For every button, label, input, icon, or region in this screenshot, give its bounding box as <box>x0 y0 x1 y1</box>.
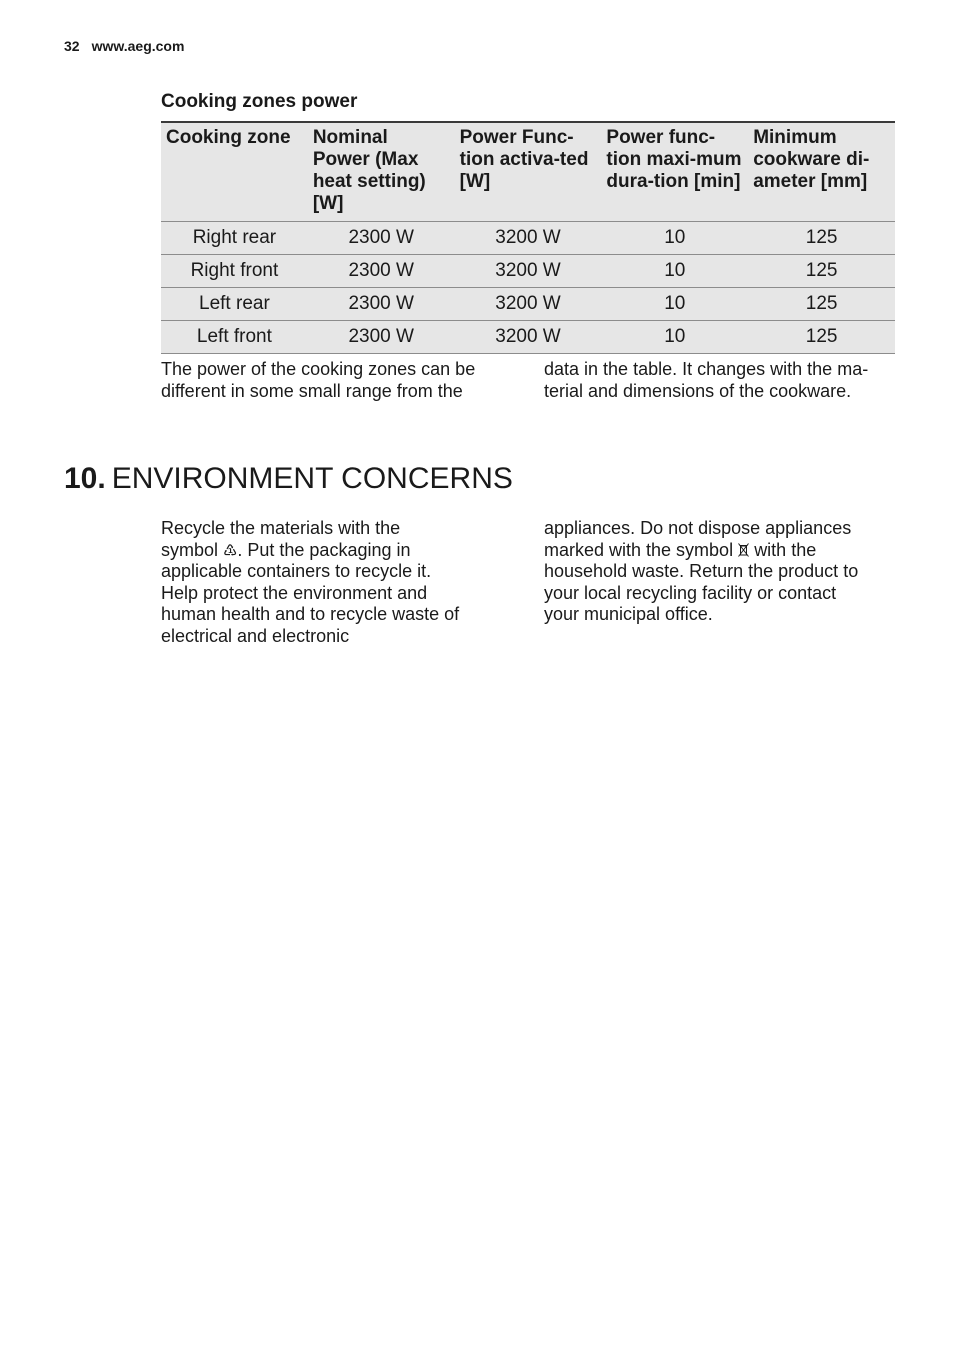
table-row <box>161 321 895 354</box>
env-text-part: with the household waste. Return the product to your local recycling facility or contact your municipal office. <box>544 539 859 624</box>
env-column-1 <box>161 518 461 647</box>
table-header-cell: Nominal Power (Max heat setting) [W] <box>308 122 455 222</box>
page-header <box>64 38 184 54</box>
table-header-cell: Minimum cookware di-ameter [mm] <box>748 122 895 222</box>
table-cell: 2300 W <box>308 288 455 321</box>
table-cell: 2300 W <box>308 255 455 288</box>
table-cell: 3200 W <box>455 222 602 255</box>
crossed-bin-icon <box>738 541 754 560</box>
table-cell: 10 <box>601 255 748 288</box>
table-cell: 3200 W <box>455 288 602 321</box>
cooking-zones-table <box>161 121 895 354</box>
env-text-part: appliances. Do not dispose appliances marked with the symbol <box>544 518 852 560</box>
table-cell: Left front <box>161 321 308 354</box>
table-header-cell: Power Func-tion activa-ted [W] <box>455 122 602 222</box>
table-cell: 10 <box>601 321 748 354</box>
table-row <box>161 255 895 288</box>
note-column-2: data in the table. It changes with the ma-terial and dimensions of the cookware. <box>544 359 869 401</box>
table-header-cell: Power func-tion maxi-mum dura-tion [min] <box>601 122 748 222</box>
chapter-number: 10. <box>64 462 106 495</box>
table-cell: 3200 W <box>455 321 602 354</box>
chapter-heading <box>64 462 513 496</box>
table-header-cell: Cooking zone <box>161 122 308 222</box>
table-cell: 10 <box>601 222 748 255</box>
table-cell: 125 <box>748 222 895 255</box>
table-cell: Left rear <box>161 288 308 321</box>
table-cell: Right rear <box>161 222 308 255</box>
table-cell: 125 <box>748 255 895 288</box>
table-header-row <box>161 122 895 222</box>
table-row <box>161 288 895 321</box>
table-cell: 3200 W <box>455 255 602 288</box>
env-text-part: . Put the packaging in applicable containers to recycle it. Help protect the environment and human health and to recycle waste of electrical and electronic <box>161 539 460 646</box>
site-url: www.aeg.com <box>91 38 185 54</box>
table-cell: 125 <box>748 321 895 354</box>
chapter-title: ENVIRONMENT CONCERNS <box>111 462 513 495</box>
table-cell: 125 <box>748 288 895 321</box>
page-number: 32 <box>64 38 80 54</box>
table-cell: 2300 W <box>308 222 455 255</box>
table-cell: Right front <box>161 255 308 288</box>
table-cell: 2300 W <box>308 321 455 354</box>
section-title: Cooking zones power <box>161 91 358 112</box>
env-text-part: Recycle the materials with the symbol <box>161 518 401 560</box>
env-column-2 <box>544 518 864 626</box>
recycle-icon: ♳ <box>223 540 238 560</box>
table-cell: 10 <box>601 288 748 321</box>
note-column-1: The power of the cooking zones can be different in some small range from the <box>161 359 476 401</box>
table-row <box>161 222 895 255</box>
